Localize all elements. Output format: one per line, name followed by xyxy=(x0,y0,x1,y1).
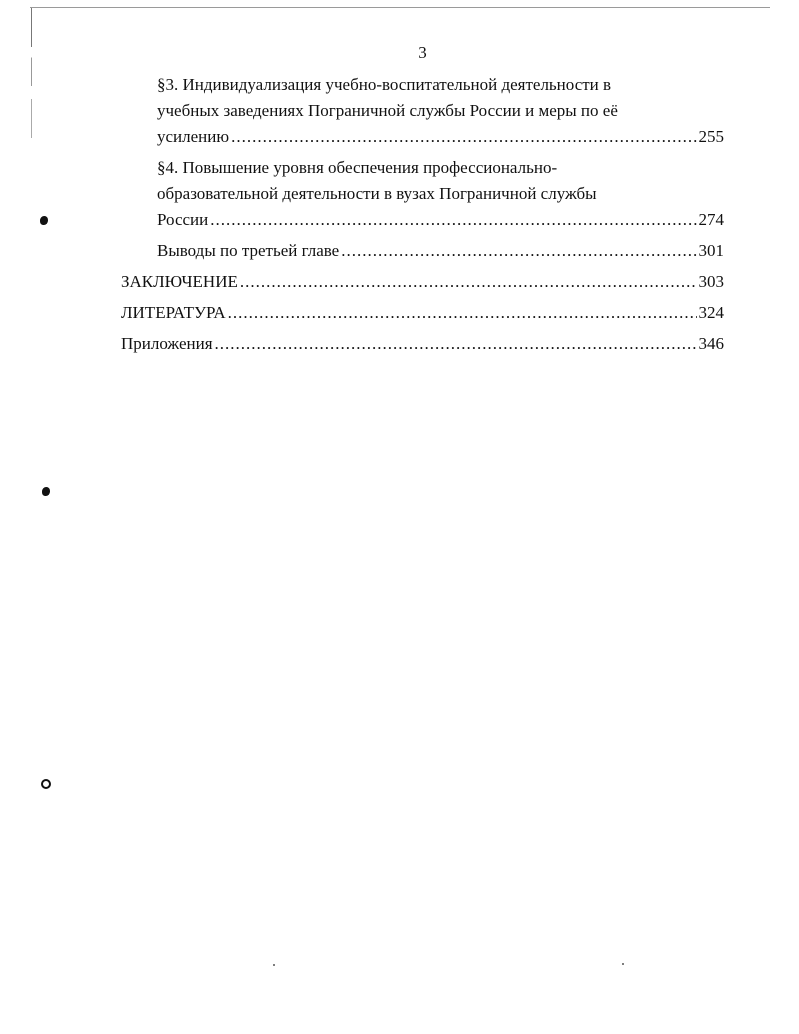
toc-page-number: 274 xyxy=(698,210,724,229)
scan-speck xyxy=(622,963,624,965)
punch-hole-mark xyxy=(42,487,50,496)
toc-page-number: 324 xyxy=(698,303,724,322)
toc-entry-text: образовательной деятельности в вузах Пограничной службы xyxy=(157,184,597,203)
scan-edge-line xyxy=(30,7,770,8)
dot-leader xyxy=(210,207,696,233)
dot-leader xyxy=(228,300,697,326)
toc-entry-conclusion[interactable] xyxy=(121,269,724,295)
toc-page-number: 303 xyxy=(698,272,724,291)
toc-entry-text: Выводы по третьей главе xyxy=(157,241,340,260)
toc-entry-leader xyxy=(157,238,724,264)
dot-leader xyxy=(215,331,697,357)
toc-entry-leader xyxy=(157,207,724,233)
toc-entry-leader xyxy=(121,331,724,357)
toc-entry-leader xyxy=(157,124,724,150)
toc-entry-chapter-conclusions[interactable] xyxy=(121,238,724,264)
toc-page-number: 255 xyxy=(698,127,724,146)
dot-leader xyxy=(240,269,697,295)
toc-entry-text: ЛИТЕРАТУРА xyxy=(121,303,226,322)
dot-leader xyxy=(341,238,696,264)
scan-speck xyxy=(273,964,275,966)
toc-entry-text: Приложения xyxy=(121,334,213,353)
toc-entry-section-4[interactable] xyxy=(121,155,724,233)
toc-page-number: 301 xyxy=(698,241,724,260)
toc-entry-section-3[interactable] xyxy=(121,72,724,150)
toc-entry-text: учебных заведениях Пограничной службы России и меры по её xyxy=(157,101,618,120)
table-of-contents xyxy=(121,72,724,362)
toc-entry-literature[interactable] xyxy=(121,300,724,326)
toc-entry-text: §4. Повышение уровня обеспечения профессионально- xyxy=(157,158,558,177)
toc-entry-leader xyxy=(121,269,724,295)
punch-hole-mark xyxy=(40,216,48,225)
toc-entry-leader xyxy=(121,300,724,326)
toc-entry-text: §3. Индивидуализация учебно-воспитательной деятельности в xyxy=(157,75,612,94)
toc-page-number: 346 xyxy=(698,334,724,353)
toc-entry-text: усилению xyxy=(157,127,230,146)
toc-entry-text: ЗАКЛЮЧЕНИЕ xyxy=(121,272,238,291)
toc-entry-appendices[interactable] xyxy=(121,331,724,357)
page-number: 3 xyxy=(418,43,427,62)
dot-leader xyxy=(231,124,696,150)
scan-margin-line xyxy=(31,8,32,138)
toc-entry-text: России xyxy=(157,210,209,229)
punch-hole-mark xyxy=(41,779,51,789)
